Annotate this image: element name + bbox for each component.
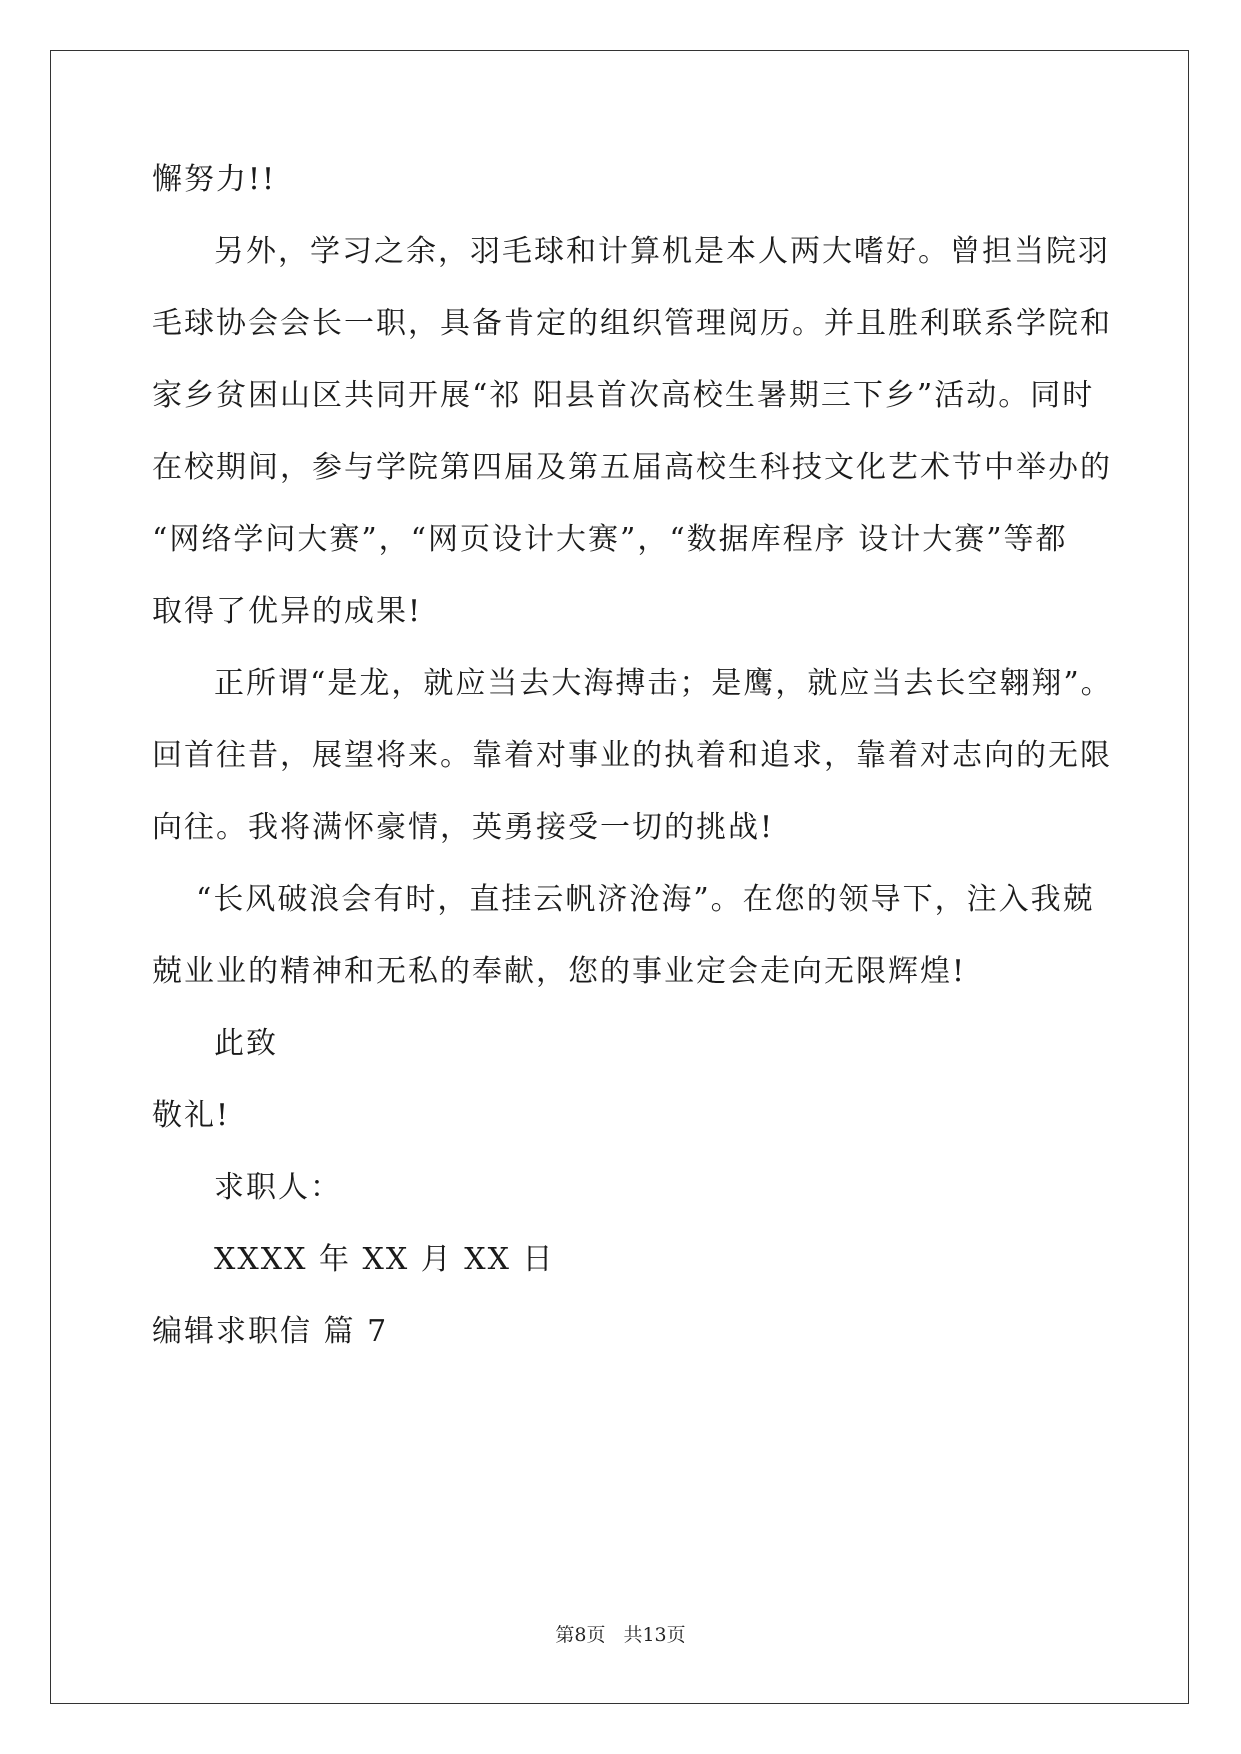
section-heading: 编辑求职信 篇 7: [152, 1314, 389, 1349]
text-line: 家乡贫困山区共同开展“祁 阳县首次高校生暑期三下乡”活动。同时: [152, 378, 1095, 413]
text-line: 向往。我将满怀豪情，英勇接受一切的挑战!: [152, 810, 775, 845]
text-line: 取得了优异的成果!: [152, 594, 423, 629]
text-line: 在校期间，参与学院第四届及第五届高校生科技文化艺术节中举办的: [152, 450, 1112, 485]
paragraph-start: 正所谓“是龙，就应当去大海搏击；是鹰，就应当去长空翱翔”。: [214, 666, 1113, 701]
text-line: “网络学问大赛”，“网页设计大赛”，“数据库程序 设计大赛”等都: [152, 522, 1068, 557]
closing-respect: 敬礼!: [152, 1098, 231, 1133]
signature-label: 求职人：: [214, 1170, 342, 1205]
text-line: 兢业业的精神和无私的奉献，您的事业定会走向无限辉煌!: [152, 954, 967, 989]
text-line: 毛球协会会长一职，具备肯定的组织管理阅历。并且胜利联系学院和: [152, 306, 1112, 341]
paragraph-start: 另外，学习之余，羽毛球和计算机是本人两大嗜好。曾担当院羽: [214, 234, 1110, 269]
text-line: 懈努力!!: [152, 162, 277, 197]
paragraph-start: “长风破浪会有时，直挂云帆济沧海”。在您的领导下，注入我兢: [196, 882, 1095, 917]
page-border: [50, 50, 1189, 1704]
closing-salutation: 此致: [214, 1026, 278, 1061]
text-line: 回首往昔，展望将来。靠着对事业的执着和追求，靠着对志向的无限: [152, 738, 1112, 773]
date-line: XXXX 年 XX 月 XX 日: [214, 1242, 555, 1277]
page-number-current: 第8页: [555, 1624, 606, 1646]
page-footer: [0, 1623, 1241, 1647]
page-number-total: 共13页: [623, 1624, 686, 1646]
